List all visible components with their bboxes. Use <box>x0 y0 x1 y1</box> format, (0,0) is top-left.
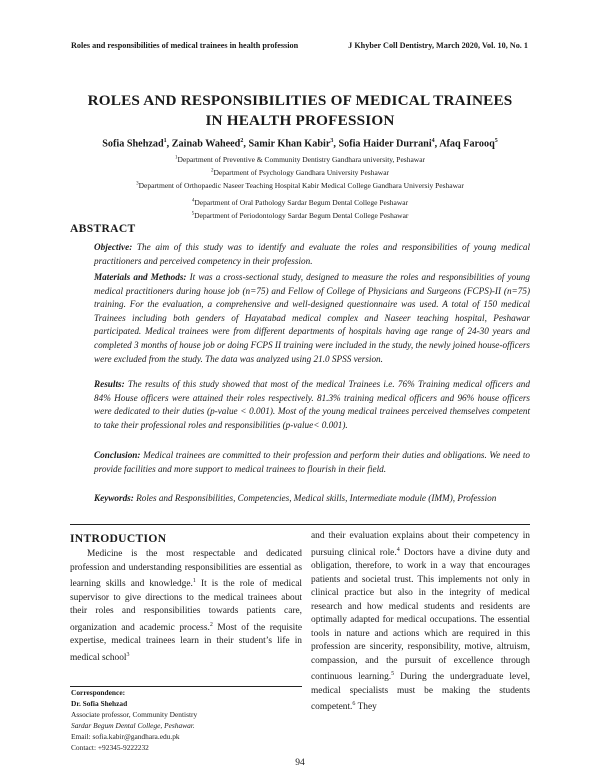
section-divider <box>70 524 530 525</box>
page-number: 94 <box>295 758 305 768</box>
author: Samir Khan Kabir <box>248 138 331 150</box>
correspondence-heading: Correspondence: <box>71 688 126 697</box>
abstract-conclusion: Conclusion: Medical trainees are committed to their profession and perform their duties and obligations. We need to provide facilities and more support to medical trainees to flourish in their field. <box>94 450 530 474</box>
affiliation: $^5$Department of Periodontology Sardar Begum Dental College Peshawar <box>191 211 409 220</box>
author: Sofia Shehzad <box>102 138 164 150</box>
author: Afaq Farooq <box>439 138 495 150</box>
running-header-right: J Khyber Coll Dentistry, March 2020, Vol. 10, No. 1 <box>348 41 528 50</box>
affiliation: $^3$Department of Orthopaedic Naseer Teaching Hospital Kabir Medical College Gandhara Universiy Peshawar <box>136 181 464 190</box>
affiliation: $^1$Department of Preventive & Community Dentistry Gandhara university, Peshawar <box>174 155 426 164</box>
author: Sofia Haider Durrani <box>338 138 432 150</box>
abstract-objective: Objective: The aim of this study was to identify and evaluate the roles and responsibilities of young medical practitioners and perceived competency in their profession. <box>94 242 530 266</box>
correspondence-line: Associate professor, Community Dentistry <box>71 710 198 719</box>
correspondence-block <box>71 687 303 753</box>
intro-paragraph: Medicine is the most respectable and dedicated profession and understanding responsibilities are essential as learning skills and knowledge.$^1$ It is the role of medical supervisor to give directions to the medical trainees about their roles and responsibilities towards patients care, organization and academic process.$^2$ Most of the requisite expertise, medical trainees learn in their student’s life in medical school$^3$ <box>70 549 302 663</box>
introduction-heading: INTRODUCTION <box>70 532 167 545</box>
intro-left-column <box>70 548 302 665</box>
abstract-methods: Materials and Methods: It was a cross-sectional study, designed to measure the roles and responsibilities of young medical practitioners during house job (n=75) and Fellow of College of Physicians and Surgeons (FCPS)-II (n=75) training. For the evaluation, a comprehensive and well-designed questionnaire was used. A total of 150 medical Trainees including both genders of Hayatabad medical complex and Naseer teaching hospital, Peshawar participated. Medical trainees were from different departments of hospitals having age range of 24-30 years and completed 3 months of house job or doing FCPS II training were included in the study, the newly joined house-officers were excluded from the study. The data was analyzed using 21.0 SPSS version. <box>94 272 531 364</box>
affiliation: $^2$Department of Psychology Gandhara University Peshawar <box>210 168 390 177</box>
intro-paragraph: and their evaluation explains about their competency in pursuing clinical role.$^4$ Doctors have a divine duty and obligation, therefore, to work in a way that encourages patients and societal trust. This implements not only in clinical practice but also in the integrity of medical research and how medical students and residents are optimally adapted for medical occupations. The essential tools in nature and actions which are required in this profession are sincerity, responsibility, motive, altruism, compassion, and the pursuit of excellence through continuous learning.$^5$ During the undergraduate level, medical specialists must be making the students competent.$^6$ They <box>311 531 530 713</box>
abstract-heading: ABSTRACT <box>70 222 136 235</box>
abstract-keywords: Keywords: Roles and Responsibilities, Competencies, Medical skills, Intermediate module (IMM), Profession <box>94 493 497 503</box>
affiliation: $^4$Department of Oral Pathology Sardar Begum Dental College Peshawar <box>191 198 409 207</box>
author-list: Sofia Shehzad$^1$, Zainab Waheed$^2$, Samir Khan Kabir$^3$, Sofia Haider Durrani$^4$, Afaq Farooq$^5$ <box>102 138 498 150</box>
abstract-results: Results: The results of this study showed that most of the medical Trainees i.e. 76% Training medical officers and 84% House officers were attained their roles respectively. 81.3% training medical officers and 96% house officers were dedicated to their duties (p-value < 0.001). Most of the young medical trainees perceived themselves competent to take their professional roles and responsibilities (p-value< 0.001). <box>94 379 530 430</box>
correspondence-line: Sardar Begum Dental College, Peshawar. <box>71 721 195 730</box>
title-line-2: IN HEALTH PROFESSION <box>205 112 395 129</box>
running-header-left: Roles and responsibilities of medical trainees in health profession <box>71 41 299 50</box>
intro-right-column <box>311 530 530 715</box>
correspondence-email[interactable]: Email: sofia.kabir@gandhara.edu.pk <box>71 732 180 741</box>
correspondence-contact: Contact: +92345-9222232 <box>71 743 149 752</box>
author: Zainab Waheed <box>171 138 241 150</box>
title-line-1: ROLES AND RESPONSIBILITIES OF MEDICAL TRAINEES <box>87 92 513 109</box>
correspondence-name: Dr. Sofia Shehzad <box>71 699 128 708</box>
paper-title <box>60 91 540 131</box>
